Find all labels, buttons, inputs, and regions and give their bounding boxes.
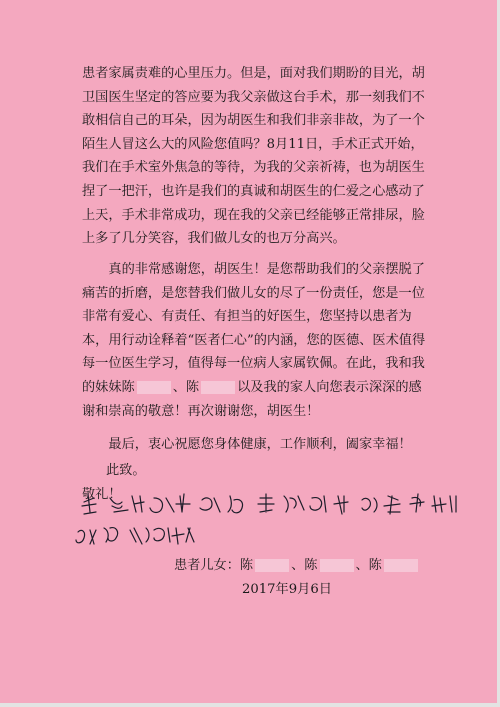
paragraph-1: 患者家属责难的心里压力。但是，面对我们期盼的目光，胡卫国医生坚定的答应要为我父亲做这台手术，那一刻我们不敢相信自己的耳朵，因为胡医生和我们非亲非故，为了一个陌生人冒这么大的风险您值吗？8月11日，手术正式开始，我们在手术室外焦急的等待，为我的父亲祈祷，也为胡医生捏了一把汗，也许是我们的真诚和胡医生的仁爱之心感动了上天，手术非常成功，现在我的父亲已经能够正常排尿，脸上多了几分笑容，我们做儿女的也万分高兴。 — [82, 66, 425, 247]
handwritten-note — [70, 488, 490, 558]
letter-date: 2017年9月6日 — [242, 582, 332, 597]
redacted-name — [137, 381, 171, 394]
paragraph-2-text-a: 真的非常感谢您，胡医生！是您帮助我们的父亲摆脱了痛苦的折磨，是您替我们做儿女的尽了一份责任，您是一位非常有爱心、有责任、有担当的好医生，您坚持以患者为本，用行动诠释着“医者仁心”的内涵，您的医德、医术值得每一位医生学习，值得每一位病人家属钦佩。在此，我和我的妹妹陈 — [82, 262, 426, 395]
signature-line — [174, 554, 420, 573]
signature-prefix: 患者儿女：陈 — [174, 558, 254, 573]
signature-separator: 、陈 — [291, 558, 318, 573]
paragraph-2-text-b: 、陈 — [172, 379, 200, 395]
redacted-name — [201, 381, 235, 394]
redacted-name — [384, 559, 418, 572]
paragraph-3: 最后，衷心祝愿您身体健康，工作顺利，阖家幸福！ — [108, 437, 412, 452]
signature-separator: 、陈 — [355, 558, 382, 573]
redacted-name — [320, 559, 354, 572]
salute-text: 敬礼！ — [82, 487, 122, 502]
closing-text: 此致。 — [106, 463, 146, 478]
paragraph-2-text-c: 以及我的家人向您表示深深的感谢和崇高的敬意！再次谢谢您，胡医生！ — [82, 379, 422, 419]
redacted-name — [255, 559, 289, 572]
paragraph-2 — [82, 258, 432, 423]
